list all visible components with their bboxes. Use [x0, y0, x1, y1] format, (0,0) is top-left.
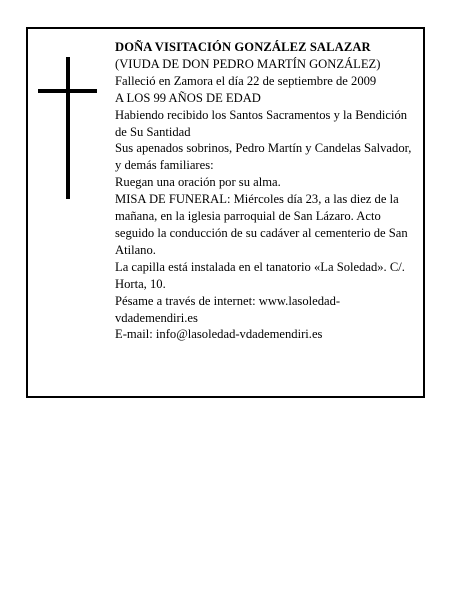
obituary-notice — [26, 27, 425, 398]
sacraments-line: Habiendo recibido los Santos Sacramentos y la Bendición de Su Santidad — [115, 107, 408, 139]
widow-of-line: (VIUDA DE DON PEDRO MARTÍN GONZÁLEZ) — [115, 56, 381, 71]
condolences-line: Pésame a través de internet: www.lasoledad-vdademendiri.es — [115, 293, 341, 325]
obituary-text — [115, 39, 419, 343]
deceased-name: DOÑA VISITACIÓN GONZÁLEZ SALAZAR — [115, 40, 371, 54]
prayer-line: Ruegan una oración por su alma. — [115, 175, 281, 190]
cross-horizontal-bar — [38, 89, 97, 93]
death-date-line: Falleció en Zamora el día 22 de septiembre de 2009 — [115, 73, 377, 88]
email-line: E-mail: info@lasoledad-vdademendiri.es — [115, 327, 323, 342]
family-line: Sus apenados sobrinos, Pedro Martín y Candelas Salvador, y demás familiares: — [115, 141, 412, 173]
funeral-line: MISA DE FUNERAL: Miércoles día 23, a las diez de la mañana, en la iglesia parroquial de San Lázaro. Acto seguido la conducción de su cadáver al cementerio de San Atilano. — [115, 192, 408, 257]
cross-icon — [38, 57, 97, 199]
chapel-line: La capilla está instalada en el tanatorio «La Soledad». C/. Horta, 10. — [115, 259, 405, 291]
age-line: A LOS 99 AÑOS DE EDAD — [115, 90, 261, 105]
cross-vertical-bar — [66, 57, 70, 199]
